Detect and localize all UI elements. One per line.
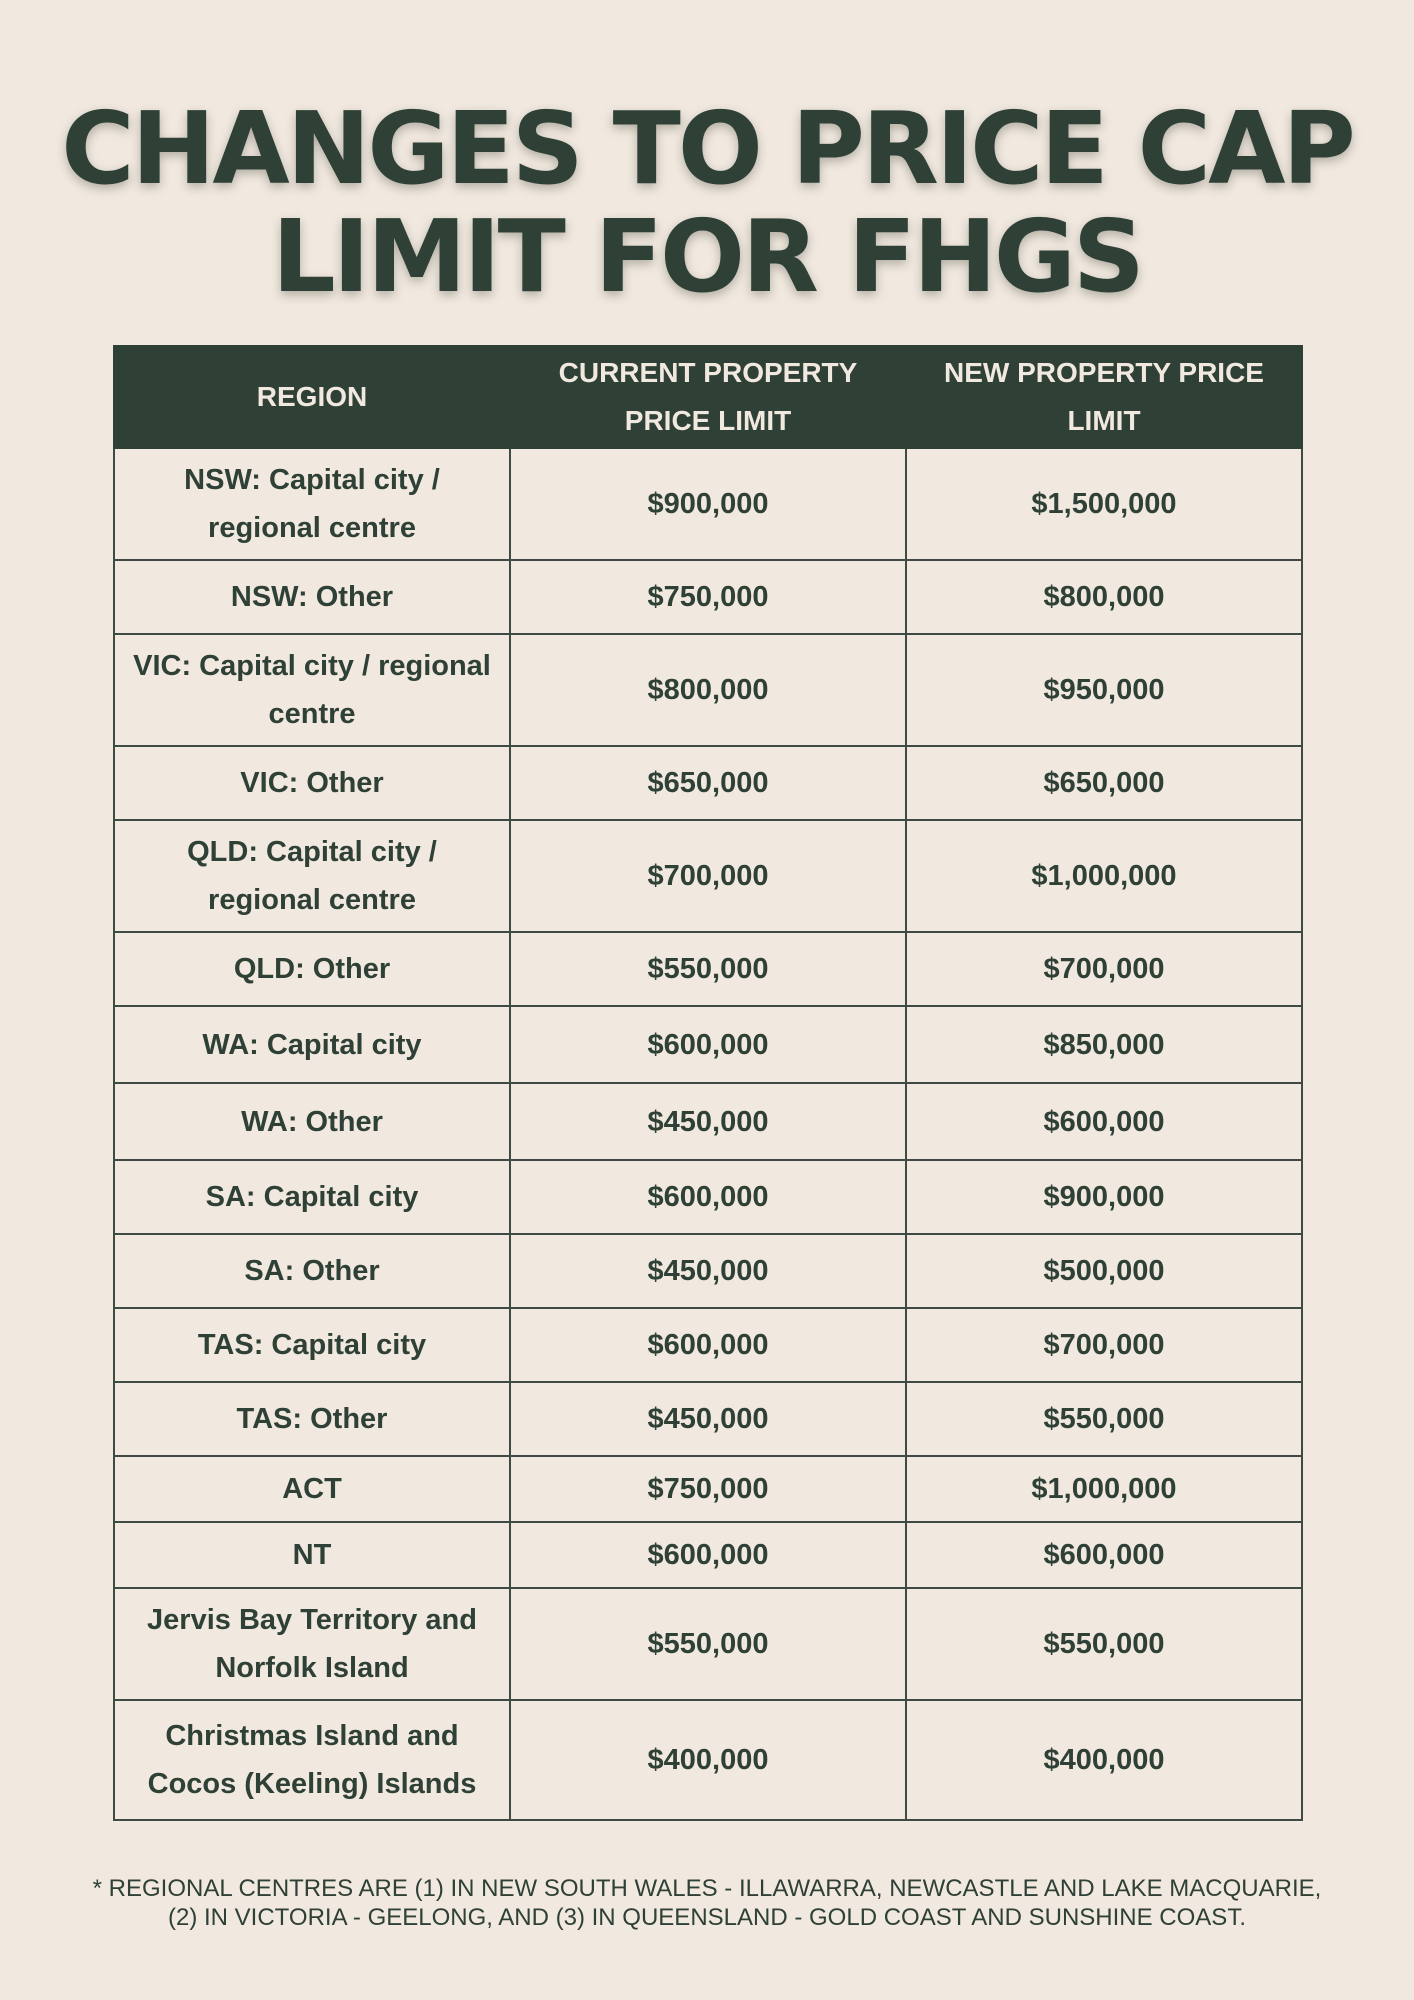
table-row (114, 1083, 1302, 1160)
current-limit-cell: $700,000 (510, 820, 906, 932)
region-cell: Jervis Bay Territory and Norfolk Island (114, 1588, 510, 1700)
new-limit-cell: $650,000 (906, 746, 1302, 820)
region-cell: SA: Capital city (114, 1160, 510, 1234)
region-cell: TAS: Capital city (114, 1308, 510, 1382)
new-limit-cell: $1,000,000 (906, 1456, 1302, 1522)
price-cap-table (113, 345, 1303, 1821)
new-limit-cell: $900,000 (906, 1160, 1302, 1234)
table-row (114, 1456, 1302, 1522)
new-limit-cell: $550,000 (906, 1382, 1302, 1456)
table-row (114, 932, 1302, 1006)
table-row (114, 1308, 1302, 1382)
current-limit-cell: $800,000 (510, 634, 906, 746)
table-row (114, 1006, 1302, 1083)
new-limit-cell: $1,500,000 (906, 448, 1302, 560)
new-limit-cell: $500,000 (906, 1234, 1302, 1308)
current-limit-cell: $450,000 (510, 1083, 906, 1160)
new-limit-cell: $950,000 (906, 634, 1302, 746)
current-limit-cell: $650,000 (510, 746, 906, 820)
region-cell: ACT (114, 1456, 510, 1522)
header-current-limit: CURRENT PROPERTY PRICE LIMIT (510, 346, 906, 448)
table-row (114, 560, 1302, 634)
table-row (114, 1522, 1302, 1588)
current-limit-cell: $600,000 (510, 1308, 906, 1382)
region-cell: NT (114, 1522, 510, 1588)
new-limit-cell: $700,000 (906, 1308, 1302, 1382)
new-limit-cell: $800,000 (906, 560, 1302, 634)
table-row (114, 1700, 1302, 1820)
header-region: REGION (114, 346, 510, 448)
current-limit-cell: $750,000 (510, 1456, 906, 1522)
table-row (114, 448, 1302, 560)
new-limit-cell: $850,000 (906, 1006, 1302, 1083)
new-limit-cell: $550,000 (906, 1588, 1302, 1700)
region-cell: VIC: Capital city / regional centre (114, 634, 510, 746)
new-limit-cell: $700,000 (906, 932, 1302, 1006)
region-cell: Christmas Island and Cocos (Keeling) Islands (114, 1700, 510, 1820)
current-limit-cell: $400,000 (510, 1700, 906, 1820)
table-row (114, 1382, 1302, 1456)
table-row (114, 1588, 1302, 1700)
region-cell: SA: Other (114, 1234, 510, 1308)
current-limit-cell: $450,000 (510, 1234, 906, 1308)
table-row (114, 634, 1302, 746)
title-line-1: CHANGES TO PRICE CAP (61, 90, 1353, 207)
table-row (114, 1160, 1302, 1234)
region-cell: TAS: Other (114, 1382, 510, 1456)
title-line-2: LIMIT FOR FHGS (272, 198, 1142, 315)
current-limit-cell: $600,000 (510, 1006, 906, 1083)
region-cell: NSW: Other (114, 560, 510, 634)
table-header-row (114, 346, 1302, 448)
current-limit-cell: $450,000 (510, 1382, 906, 1456)
table-row (114, 1234, 1302, 1308)
current-limit-cell: $750,000 (510, 560, 906, 634)
current-limit-cell: $600,000 (510, 1522, 906, 1588)
table-row (114, 820, 1302, 932)
new-limit-cell: $600,000 (906, 1083, 1302, 1160)
current-limit-cell: $600,000 (510, 1160, 906, 1234)
current-limit-cell: $550,000 (510, 1588, 906, 1700)
current-limit-cell: $900,000 (510, 448, 906, 560)
footnote: * REGIONAL CENTRES ARE (1) IN NEW SOUTH WALES - ILLAWARRA, NEWCASTLE AND LAKE MACQUARIE, (2) IN VICTORIA - GEELONG, AND (3) IN QUEENSLAND - GOLD COAST AND SUNSHINE COAST. (92, 1875, 1322, 1931)
region-cell: QLD: Other (114, 932, 510, 1006)
header-new-limit: NEW PROPERTY PRICE LIMIT (906, 346, 1302, 448)
new-limit-cell: $1,000,000 (906, 820, 1302, 932)
new-limit-cell: $400,000 (906, 1700, 1302, 1820)
page-title (0, 90, 1414, 315)
region-cell: NSW: Capital city / regional centre (114, 448, 510, 560)
region-cell: QLD: Capital city / regional centre (114, 820, 510, 932)
region-cell: VIC: Other (114, 746, 510, 820)
new-limit-cell: $600,000 (906, 1522, 1302, 1588)
region-cell: WA: Other (114, 1083, 510, 1160)
table-row (114, 746, 1302, 820)
region-cell: WA: Capital city (114, 1006, 510, 1083)
current-limit-cell: $550,000 (510, 932, 906, 1006)
